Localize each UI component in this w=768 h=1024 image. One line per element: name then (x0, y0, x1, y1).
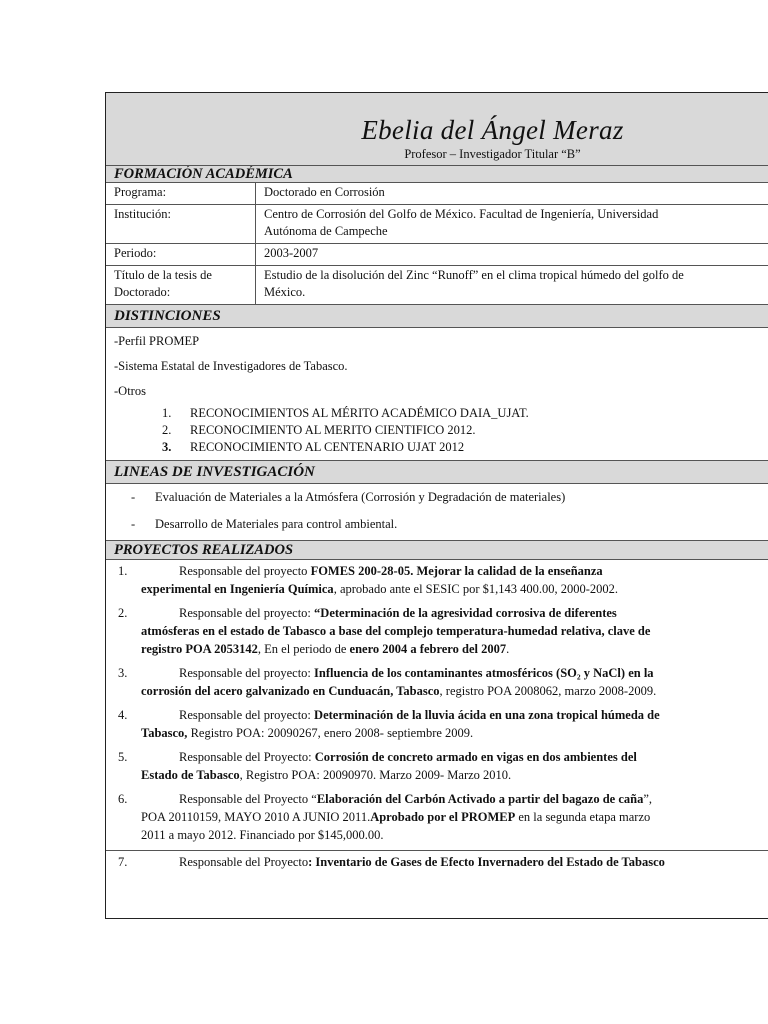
list-text: RECONOCIMIENTO AL CENTENARIO UJAT 2012 (190, 440, 465, 454)
project-title: : Inventario de Gases de Efecto Invernadero del Estado de Tabasco (308, 855, 665, 869)
project-text: POA 20110159, MAYO 2010 A JUNIO 2011. (141, 810, 371, 824)
list-item (114, 422, 768, 439)
distincion-line: -Perfil PROMEP (114, 334, 200, 348)
project-title: FOMES 200-28-05. Mejorar la calidad de la enseñanza (310, 564, 603, 578)
project-text: Responsable del Proyecto: (179, 750, 315, 764)
table-row-tesis (106, 266, 768, 305)
project-text: Responsable del proyecto: (179, 666, 315, 680)
project-text: Responsable del proyecto (179, 564, 311, 578)
section-heading-distinciones: DISTINCIONES (106, 305, 768, 328)
list-number: 2. (162, 423, 172, 437)
row-label: Programa: (106, 183, 256, 204)
project-text: Responsable del proyecto: (179, 708, 315, 722)
value-line: Estudio de la disolución del Zinc “Runoff” en el clima tropical húmedo del golfo de (264, 268, 684, 282)
value-line: Centro de Corrosión del Golfo de México. Facultad de Ingeniería, Universidad (264, 207, 659, 221)
project-text: Responsable del Proyecto (179, 855, 309, 869)
value-line: México. (264, 285, 306, 299)
table-row-programa (106, 183, 768, 205)
label-line: Título de la tesis de (114, 268, 212, 282)
list-item (106, 664, 768, 706)
list-number: 1. (162, 406, 172, 420)
value-line: Doctorado en Corrosión (264, 185, 385, 199)
list-number: 2. (118, 606, 128, 620)
project-title: Tabasco, (141, 726, 188, 740)
project-text: , aprobado ante el SESIC por $1,143 400.00, 2000-2002. (333, 582, 619, 596)
reconocimientos-list (114, 405, 768, 456)
table-row-institucion (106, 205, 768, 244)
list-number: 3. (162, 440, 172, 454)
list-number: 1. (118, 564, 128, 578)
proyectos-list (106, 560, 768, 877)
section-heading-proyectos: PROYECTOS REALIZADOS (106, 541, 768, 560)
project-text: , registro POA 2008062, marzo 2008-2009. (439, 684, 657, 698)
distincion-line: -Otros (114, 384, 146, 398)
value-line: 2003-2007 (264, 246, 319, 260)
lineas-content (106, 484, 768, 541)
project-text: , En el periodo de (257, 642, 350, 656)
table-row-periodo (106, 244, 768, 266)
label-line: Doctorado: (114, 285, 171, 299)
project-title: registro POA 2053142 (141, 642, 258, 656)
project-text: , Registro POA: 20090970. Marzo 2009- Marzo 2010. (239, 768, 512, 782)
project-text: . (506, 642, 510, 656)
list-item (106, 748, 768, 790)
row-label (106, 266, 256, 304)
project-text: Registro POA: 20090267, enero 2008- septiembre 2009. (187, 726, 474, 740)
project-title: “Determinación de la agresividad corrosiva de diferentes (314, 606, 617, 620)
project-text: en la segunda etapa marzo (515, 810, 651, 824)
list-item: - Desarrollo de Materiales para control ambiental. (131, 517, 398, 531)
project-title: atmósferas en el estado de Tabasco a base del complejo temperatura-humedad relativa, clave de (141, 624, 651, 638)
list-item (106, 604, 768, 664)
cv-document (105, 92, 768, 919)
section-heading-lineas: LINEAS DE INVESTIGACIÓN (106, 461, 768, 484)
list-item: - Evaluación de Materiales a la Atmósfera (Corrosión y Degradación de materiales) (131, 490, 566, 504)
person-name: Ebelia del Ángel Meraz (361, 115, 624, 145)
project-title: enero 2004 a febrero del 2007 (349, 642, 507, 656)
row-value (256, 183, 768, 204)
list-item (114, 439, 768, 456)
list-number: 6. (118, 792, 128, 806)
project-text: ”, (643, 792, 653, 806)
project-title: Determinación de la lluvia ácida en una zona tropical húmeda de (314, 708, 660, 722)
cv-header (106, 93, 768, 166)
position-title: Profesor – Investigador Titular “B” (404, 147, 581, 161)
value-line: Autónoma de Campeche (264, 224, 388, 238)
project-title: Elaboración del Carbón Activado a partir del bagazo de caña (316, 792, 644, 806)
row-value (256, 266, 768, 304)
section-heading-formacion: FORMACIÓN ACADÉMICA (106, 166, 768, 183)
row-label: Periodo: (106, 244, 256, 265)
project-text: Responsable del proyecto: (179, 606, 315, 620)
project-text: Responsable del Proyecto “ (179, 792, 317, 806)
distinciones-content (106, 328, 768, 461)
list-item (106, 562, 768, 604)
project-title: corrosión del acero galvanizado en Cunduacán, Tabasco (141, 684, 440, 698)
project-title: Influencia de los contaminantes atmosféricos (SO₂ y NaCl) en la (314, 666, 654, 680)
project-title: Corrosión de concreto armado en vigas en dos ambientes del (314, 750, 637, 764)
project-text: 2011 a mayo 2012. Financiado por $145,000.00. (141, 828, 384, 842)
project-title: experimental en Ingeniería Química (141, 582, 334, 596)
list-number: 7. (118, 855, 128, 869)
row-value (256, 244, 768, 265)
list-text: Desarrollo de Materiales para control ambiental. (155, 517, 398, 531)
project-title: Estado de Tabasco (141, 768, 240, 782)
list-number: 4. (118, 708, 128, 722)
list-text: RECONOCIMIENTOS AL MÉRITO ACADÉMICO DAIA_UJAT. (190, 406, 529, 420)
list-item (106, 850, 768, 877)
project-title: Aprobado por el PROMEP (370, 810, 516, 824)
list-item (114, 405, 768, 422)
row-label: Institución: (106, 205, 256, 243)
list-text: RECONOCIMIENTO AL MERITO CIENTIFICO 2012. (190, 423, 476, 437)
row-value (256, 205, 768, 243)
list-text: Evaluación de Materiales a la Atmósfera (Corrosión y Degradación de materiales) (155, 490, 566, 504)
list-item (106, 790, 768, 850)
distincion-line: -Sistema Estatal de Investigadores de Tabasco. (114, 359, 348, 373)
list-number: 5. (118, 750, 128, 764)
list-item (106, 706, 768, 748)
list-number: 3. (118, 666, 128, 680)
